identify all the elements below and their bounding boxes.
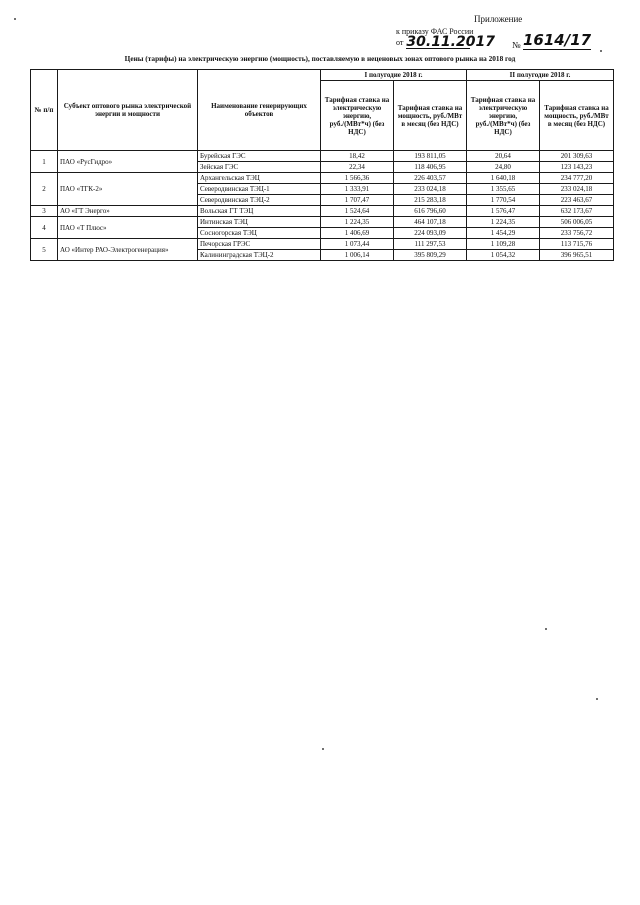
row-number-cell: 2: [31, 173, 58, 206]
energy-rate-p2-cell: 24,80: [467, 162, 540, 173]
object-cell: Вольская ГТ ТЭЦ: [198, 206, 321, 217]
energy-rate-p2-cell: 1 109,28: [467, 239, 540, 250]
capacity-rate-p2-cell: 506 006,05: [540, 217, 614, 228]
scan-speck: [322, 748, 324, 750]
table-row: [31, 151, 614, 162]
energy-rate-p1-cell: 1 073,44: [321, 239, 394, 250]
capacity-rate-p2-cell: 233 024,18: [540, 184, 614, 195]
capacity-rate-p1-cell: 193 811,05: [394, 151, 467, 162]
document-title: Цены (тарифы) на электрическую энергию (мощность), поставляемую в неценовых зонах оптового рынка на 2018 год: [124, 54, 516, 63]
object-cell: Северодвинская ТЭЦ-2: [198, 195, 321, 206]
tariff-table: [30, 69, 614, 261]
capacity-rate-p1-cell: 118 406,95: [394, 162, 467, 173]
row-number-cell: 4: [31, 217, 58, 239]
capacity-rate-p1-cell: 395 809,29: [394, 250, 467, 261]
capacity-rate-p2-cell: 201 309,63: [540, 151, 614, 162]
subject-cell: АО «Интер РАО-Электрогенерация»: [58, 239, 198, 261]
header-number: № п/п: [31, 70, 58, 151]
header-object: Наименование генерирующих объектов: [198, 70, 321, 151]
capacity-rate-p1-cell: 111 297,53: [394, 239, 467, 250]
header-energy-rate-p2: Тарифная ставка на электрическую энергию, руб./(МВт*ч) (без НДС): [467, 81, 540, 151]
capacity-rate-p1-cell: 233 024,18: [394, 184, 467, 195]
energy-rate-p2-cell: 1 355,65: [467, 184, 540, 195]
energy-rate-p2-cell: 1 454,29: [467, 228, 540, 239]
order-number-label: №: [512, 40, 521, 50]
subject-cell: ПАО «РусГидро»: [58, 151, 198, 173]
subject-cell: ПАО «ТГК-2»: [58, 173, 198, 206]
capacity-rate-p2-cell: 233 756,72: [540, 228, 614, 239]
object-cell: Печорская ГРЭС: [198, 239, 321, 250]
order-reference: к приказу ФАС России: [396, 27, 474, 36]
capacity-rate-p2-cell: 234 777,20: [540, 173, 614, 184]
table-row: [31, 239, 614, 250]
object-cell: Архангельская ТЭЦ: [198, 173, 321, 184]
scan-speck: [14, 18, 16, 20]
header-energy-rate-p1: Тарифная ставка на электрическую энергию, руб./(МВт*ч) (без НДС): [321, 81, 394, 151]
capacity-rate-p2-cell: 223 463,67: [540, 195, 614, 206]
capacity-rate-p2-cell: 632 173,67: [540, 206, 614, 217]
scan-speck: [596, 698, 598, 700]
energy-rate-p1-cell: 1 224,35: [321, 217, 394, 228]
energy-rate-p1-cell: 1 406,69: [321, 228, 394, 239]
energy-rate-p2-cell: 1 054,32: [467, 250, 540, 261]
energy-rate-p1-cell: 1 566,36: [321, 173, 394, 184]
capacity-rate-p2-cell: 396 965,51: [540, 250, 614, 261]
table-row: [31, 206, 614, 217]
energy-rate-p1-cell: 1 006,14: [321, 250, 394, 261]
capacity-rate-p1-cell: 224 093,09: [394, 228, 467, 239]
object-cell: Сосногорская ТЭЦ: [198, 228, 321, 239]
table-row: [31, 173, 614, 184]
capacity-rate-p1-cell: 616 796,60: [394, 206, 467, 217]
row-number-cell: 3: [31, 206, 58, 217]
row-number-cell: 5: [31, 239, 58, 261]
energy-rate-p1-cell: 22,34: [321, 162, 394, 173]
energy-rate-p2-cell: 1 224,35: [467, 217, 540, 228]
header-capacity-rate-p1: Тарифная ставка на мощность, руб./МВт в месяц (без НДС): [394, 81, 467, 151]
energy-rate-p1-cell: 1 333,91: [321, 184, 394, 195]
energy-rate-p2-cell: 1 640,18: [467, 173, 540, 184]
energy-rate-p1-cell: 18,42: [321, 151, 394, 162]
date-prefix: от: [396, 38, 404, 47]
energy-rate-p1-cell: 1 524,64: [321, 206, 394, 217]
object-cell: Зейская ГЭС: [198, 162, 321, 173]
energy-rate-p2-cell: 1 576,47: [467, 206, 540, 217]
object-cell: Интинская ТЭЦ: [198, 217, 321, 228]
capacity-rate-p1-cell: 464 107,18: [394, 217, 467, 228]
header-period-2: II полугодие 2018 г.: [467, 70, 614, 81]
object-cell: Калининградская ТЭЦ-2: [198, 250, 321, 261]
energy-rate-p2-cell: 20,64: [467, 151, 540, 162]
handwritten-date: 30.11.2017: [406, 34, 495, 50]
order-date-row: [396, 34, 495, 50]
tariff-table-body: [31, 151, 614, 261]
subject-cell: ПАО «Т Плюс»: [58, 217, 198, 239]
header-subject: Субъект оптового рынка электрической энергии и мощности: [58, 70, 198, 151]
capacity-rate-p2-cell: 113 715,76: [540, 239, 614, 250]
header-period-1: I полугодие 2018 г.: [321, 70, 467, 81]
object-cell: Бурейская ГЭС: [198, 151, 321, 162]
subject-cell: АО «ГТ Энерго»: [58, 206, 198, 217]
energy-rate-p1-cell: 1 707,47: [321, 195, 394, 206]
scan-speck: [545, 628, 547, 630]
handwritten-order-number: 1614/17: [523, 31, 592, 49]
header-capacity-rate-p2: Тарифная ставка на мощность, руб./МВт в месяц (без НДС): [540, 81, 614, 151]
capacity-rate-p2-cell: 123 143,23: [540, 162, 614, 173]
energy-rate-p2-cell: 1 770,54: [467, 195, 540, 206]
object-cell: Северодвинская ТЭЦ-1: [198, 184, 321, 195]
capacity-rate-p1-cell: 226 403,57: [394, 173, 467, 184]
appendix-label: Приложение: [474, 14, 523, 24]
capacity-rate-p1-cell: 215 283,18: [394, 195, 467, 206]
scan-speck: [600, 50, 602, 52]
row-number-cell: 1: [31, 151, 58, 173]
table-row: [31, 217, 614, 228]
